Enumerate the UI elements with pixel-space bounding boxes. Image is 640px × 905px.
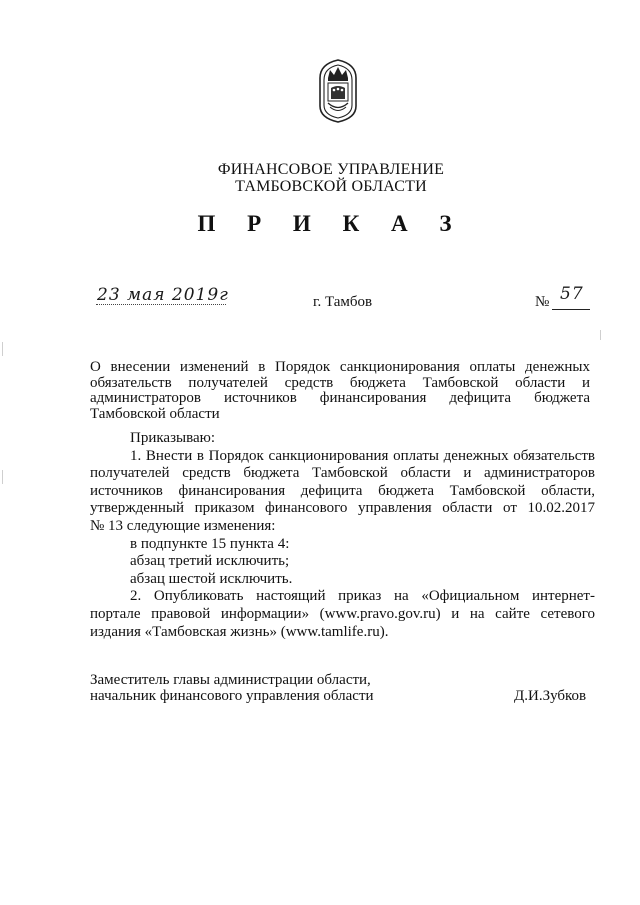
- document-number-handwritten: 57: [560, 284, 584, 304]
- subject-line: Тамбовской области: [90, 405, 220, 422]
- item1-line: получателей средств бюджета Тамбовской области и администраторов: [90, 465, 595, 482]
- signatory-position-line: Заместитель главы администрации области,: [90, 672, 371, 688]
- item2-line: 2. Опубликовать настоящий приказ на «Официальном интернет-: [130, 588, 595, 605]
- date-underline: [96, 304, 226, 305]
- number-underline: [552, 309, 590, 310]
- document-date-handwritten: 23 мая 2019г: [97, 285, 229, 305]
- document-type-title: П Р И К А З: [197, 211, 465, 236]
- order-word: Приказываю:: [130, 430, 215, 446]
- item1-line: № 13 следующие изменения:: [90, 517, 276, 534]
- tambov-coat-of-arms-emblem: [314, 56, 362, 124]
- document-city: г. Тамбов: [313, 294, 373, 310]
- subject-line: администраторов источников финансирования дефицита бюджета: [90, 390, 590, 406]
- subject-line: О внесении изменений в Порядок санкционирования оплаты денежных: [90, 359, 590, 375]
- subject-line: обязательств получателей средств бюджета Тамбовской области и: [90, 374, 590, 391]
- sub-point-line: в подпункте 15 пункта 4:: [130, 535, 290, 552]
- item1-line: утвержденный приказом финансового управления области от 10.02.2017: [90, 500, 595, 517]
- change-line: абзац третий исключить;: [130, 553, 290, 570]
- item1-line: источников финансирования дефицита бюджета Тамбовской области,: [90, 482, 595, 499]
- item2-line: издания «Тамбовская жизнь» (www.tamlife.ru).: [90, 623, 389, 640]
- scan-margin-mark: [2, 470, 3, 484]
- change-line: абзац шестой исключить.: [130, 570, 293, 587]
- item2-line: портале правовой информации» (www.pravo.gov.ru) и на сайте сетевого: [90, 605, 595, 622]
- organization-name-line2: ТАМБОВСКОЙ ОБЛАСТИ: [235, 178, 427, 195]
- scan-margin-mark: [600, 330, 601, 340]
- organization-name-line1: ФИНАНСОВОЕ УПРАВЛЕНИЕ: [217, 161, 445, 178]
- item1-line: 1. Внести в Порядок санкционирования оплаты денежных обязательств: [130, 447, 595, 464]
- signatory-name: Д.И.Зубков: [514, 688, 587, 704]
- scan-margin-mark: [2, 342, 3, 356]
- number-sign: №: [535, 294, 550, 310]
- document-subject: [90, 360, 590, 422]
- order-body: [90, 430, 595, 641]
- signatory-position-line: начальник финансового управления области: [90, 688, 374, 704]
- signatory-position: [90, 672, 374, 704]
